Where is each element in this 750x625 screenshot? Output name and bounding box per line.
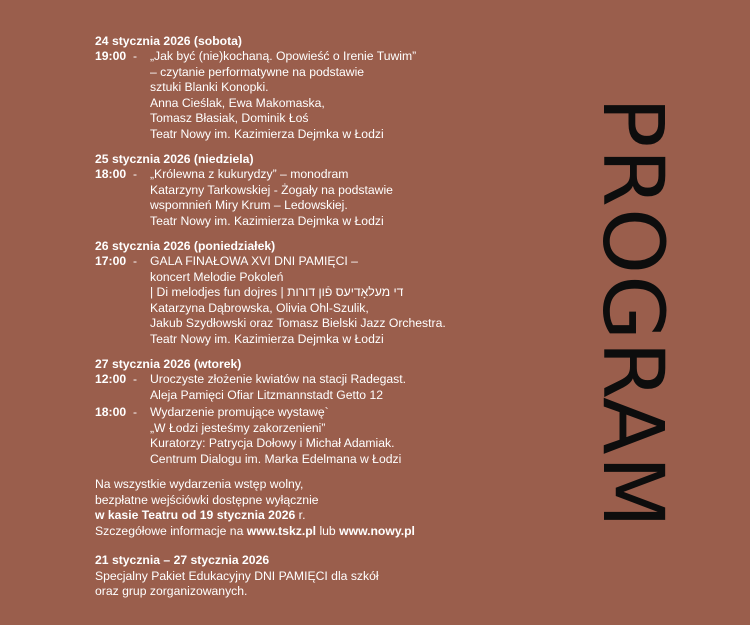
event-item — [95, 372, 575, 403]
event-item — [95, 167, 575, 229]
event-line: „Jak być (nie)kochaną. Opowieść o Irenie Tuwim” — [150, 49, 417, 63]
event-line: Centrum Dialogu im. Marka Edelmana w Łodzi — [150, 451, 402, 466]
event-line: Teatr Nowy im. Kazimierza Dejmka w Łodzi — [150, 331, 384, 346]
event-dash: - — [133, 405, 138, 419]
event-line: „W Łodzi jesteśmy zakorzenieni” — [150, 420, 326, 435]
event-line: | Di melodjes fun dojres | די מעלאָדיעס פֿון דורות — [150, 285, 404, 299]
note-line — [95, 508, 575, 524]
event-line: Anna Cieślak, Ewa Makomaska, — [150, 95, 325, 110]
day-date: 27 stycznia 2026 (wtorek) — [95, 357, 242, 371]
event-line: wspomnień Miry Krum – Ledowskiej. — [150, 198, 348, 212]
event-line: Katarzyna Dąbrowska, Olivia Ohl-Szulik, — [150, 300, 369, 315]
event-line: Aleja Pamięci Ofiar Litzmannstadt Getto 12 — [150, 387, 384, 402]
event-description — [150, 49, 575, 142]
event-line: GALA FINAŁOWA XVI DNI PAMIĘCI – — [150, 254, 358, 268]
event-description — [150, 254, 575, 347]
day-block — [95, 238, 575, 347]
event-description — [150, 372, 575, 403]
event-dash: - — [133, 167, 138, 181]
edu-dates: 21 stycznia – 27 stycznia 2026 — [95, 553, 270, 567]
event-dash: - — [133, 372, 138, 386]
day-date: 24 stycznia 2026 (sobota) — [95, 34, 242, 48]
event-line: Katarzyny Tarkowskiej - Żogały na podstawie — [150, 182, 393, 197]
event-line: sztuki Blanki Konopki. — [150, 80, 269, 94]
event-description — [150, 405, 575, 467]
title-area — [584, 80, 682, 545]
edu-line: oraz grup zorganizowanych. — [95, 584, 248, 598]
event-line: Jakub Szydłowski oraz Tomasz Bielski Jazz Orchestra. — [150, 316, 446, 330]
program-title: PROGRAM — [584, 96, 682, 529]
event-time: 19:00 — [95, 49, 127, 63]
event-line: koncert Melodie Pokoleń — [150, 269, 284, 284]
event-time: 17:00 — [95, 254, 127, 268]
admission-note — [95, 477, 575, 539]
day-date: 26 stycznia 2026 (poniedziałek) — [95, 239, 276, 253]
note-text: Szczegółowe informacje na — [95, 523, 247, 538]
day-block — [95, 151, 575, 229]
event-time: 12:00 — [95, 372, 127, 386]
event-line: Teatr Nowy im. Kazimierza Dejmka w Łodzi — [150, 126, 384, 141]
event-line: Teatr Nowy im. Kazimierza Dejmka w Łodzi — [150, 213, 384, 228]
event-line: Wydarzenie promujące wystawę` — [150, 405, 329, 419]
event-item — [95, 405, 575, 467]
nowy-link[interactable]: www.nowy.pl — [339, 523, 415, 538]
tskz-link[interactable]: www.tskz.pl — [246, 523, 317, 538]
box-office-text: w kasie Teatru od 19 stycznia 2026 — [95, 508, 296, 522]
day-block — [95, 33, 575, 142]
event-dash: - — [133, 49, 138, 63]
note-line: bezpłatne wejściówki dostępne wyłącznie — [95, 492, 319, 507]
event-line: Uroczyste złożenie kwiatów na stacji Radegast. — [150, 372, 407, 386]
note-line: Na wszystkie wydarzenia wstęp wolny, — [95, 477, 304, 491]
day-date: 25 stycznia 2026 (niedziela) — [95, 152, 254, 166]
event-dash: - — [133, 254, 138, 268]
event-time: 18:00 — [95, 167, 127, 181]
note-text: r. — [295, 508, 306, 522]
event-item — [95, 254, 575, 347]
program-content — [95, 33, 575, 600]
event-description — [150, 167, 575, 229]
event-time: 18:00 — [95, 405, 127, 419]
event-line: „Królewna z kukurydzy” – monodram — [150, 167, 349, 181]
note-line — [95, 524, 575, 540]
event-line: – czytanie performatywne na podstawie — [150, 64, 365, 79]
event-item — [95, 49, 575, 142]
edu-line: Specjalny Pakiet Edukacyjny DNI PAMIĘCI dla szkół — [95, 568, 379, 583]
event-line: Kuratorzy: Patrycja Dołowy i Michał Adamiak. — [150, 436, 395, 450]
education-package — [95, 553, 575, 600]
event-line: Tomasz Błasiak, Dominik Łoś — [150, 111, 309, 125]
day-block — [95, 356, 575, 467]
note-text: lub — [316, 523, 340, 538]
